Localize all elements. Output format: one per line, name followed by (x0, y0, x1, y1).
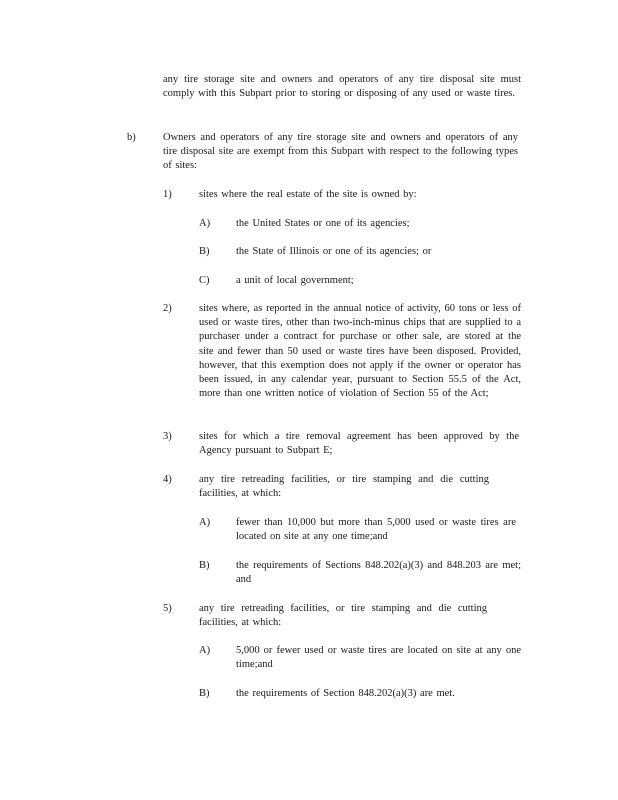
item-4a-text: fewer than 10,000 but more than 5,000 used or waste tires are located on site at any one time;and (236, 517, 516, 543)
item-5a-text: 5,000 or fewer used or waste tires are located on site at any one time;and (236, 645, 521, 671)
item-1-label: 1) (163, 189, 172, 200)
item-3-label: 3) (163, 431, 172, 442)
item-4a-label: A) (199, 517, 211, 528)
item-5-label: 5) (163, 603, 172, 614)
item-1b-text: the State of Illinois or one of its agencies; or (236, 246, 432, 257)
item-4-text: any tire retreading facilities, or tire stamping and die cutting facilities, at which: (199, 474, 489, 500)
item-2-text: sites where, as reported in the annual notice of activity, 60 tons or less of used or waste tires, other than two-inch-minus chips that are supplied to a purchaser under a contract for purchase or other sale, are stored at the site and fewer than 50 used or waste tires have been disposed. Provided, however, that this exemption does not apply if the owner or operator has been issued, in any calendar year, pursuant to Section 55.5 of the Act, more than one written notice of violation of Section 55 of the Act; (199, 303, 521, 400)
item-1-text: sites where the real estate of the site is owned by: (199, 189, 417, 200)
item-3-text: sites for which a tire removal agreement has been approved by the Agency pursuant to Subpart E; (199, 431, 519, 457)
section-b-text: Owners and operators of any tire storage site and owners and operators of any tire disposal site are exempt from this Subpart with respect to the following types of sites: (163, 132, 518, 172)
item-5b-label: B) (199, 688, 210, 699)
item-1a-text: the United States or one of its agencies; (236, 218, 410, 229)
item-2-label: 2) (163, 303, 172, 314)
intro-paragraph: any tire storage site and owners and operators of any tire disposal site must comply with this Subpart prior to storing or disposing of any used or waste tires. (163, 74, 521, 100)
item-1a-label: A) (199, 218, 211, 229)
item-4b-text: the requirements of Sections 848.202(a)(3) and 848.203 are met; and (236, 560, 521, 586)
item-1c-label: C) (199, 275, 210, 286)
section-b-label: b) (127, 132, 136, 143)
item-1b-label: B) (199, 246, 210, 257)
item-4b-label: B) (199, 560, 210, 571)
item-5-text: any tire retreading facilities, or tire stamping and die cutting facilities, at which: (199, 603, 487, 629)
item-5a-label: A) (199, 645, 211, 656)
item-4-label: 4) (163, 474, 172, 485)
item-1c-text: a unit of local government; (236, 275, 354, 286)
item-5b-text: the requirements of Section 848.202(a)(3) are met. (236, 688, 455, 699)
